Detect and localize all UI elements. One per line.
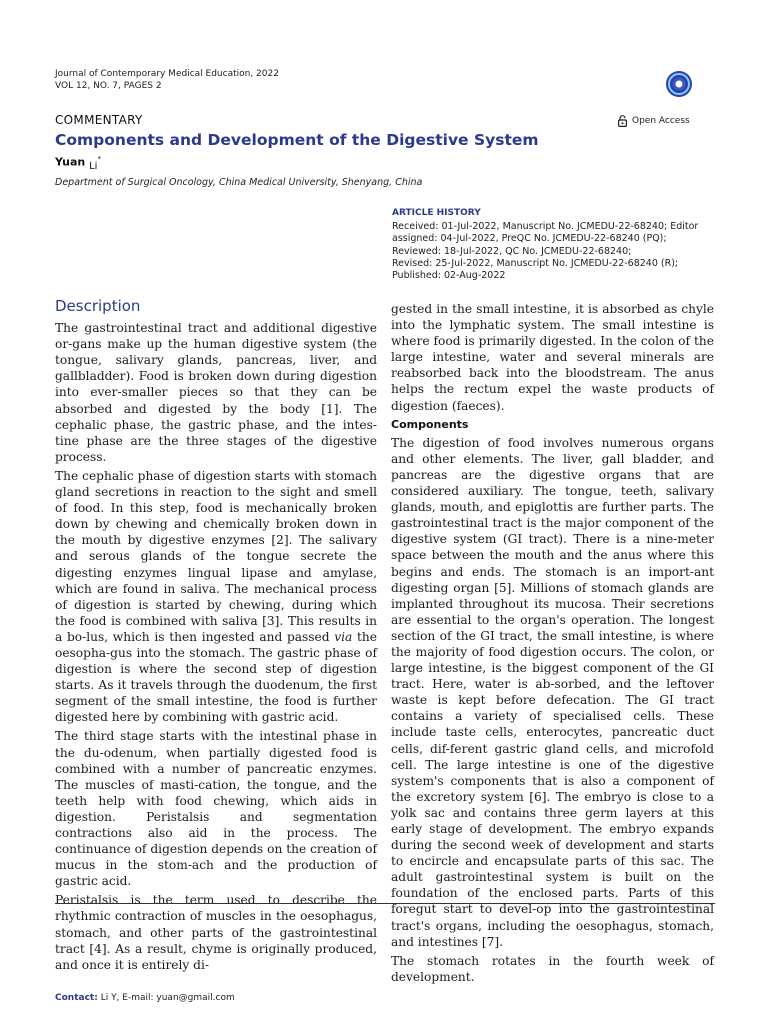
paragraph: The gastrointestinal tract and additional digestive or-gans make up the human digestive system (the tongue, salivary glands, pancreas, liver, and gallbladder). Food is broken down during digestion into ever-smaller pieces so that they can be absorbed and digested by the body [1]. The cephalic phase, the gastric phase, and the intes-tine phase are the three stages of the digestive process. [55, 321, 377, 464]
contact-text: Li Y, E-mail: yuan@gmail.com [100, 993, 235, 1003]
paragraph: gested in the small intestine, it is absorbed as chyle into the lymphatic system. The small intestine is where food is primarily digested. In the colon of the large intestine, water and several minerals are reabsorbed back into the bloodstream. The anus helps the rectum expel the waste products of digestion (faeces). [391, 302, 714, 413]
left-column [55, 298, 377, 976]
article-type: COMMENTARY [55, 113, 143, 127]
contact-footer [55, 993, 235, 1003]
author-line [55, 155, 101, 172]
journal-volume: VOL 12, NO. 7, PAGES 2 [55, 81, 162, 91]
paragraph: The third stage starts with the intestinal phase in the du-odenum, when partially digested food is combined with a number of pancreatic enzymes. The muscles of masti-cation, the tongue, and the teeth help with food chewing, which aids in digestion. Peristalsis and segmentation contractions also aid in the process. The continuance of digestion depends on the creation of mucus in the stom-ach and the production of gastric acid. [55, 729, 377, 889]
article-title: Components and Development of the Digestive System [55, 131, 539, 149]
journal-citation [55, 68, 279, 92]
paragraph: Peristalsis is the term used to describe the rhythmic contraction of muscles in the oesophagus, stomach, and other parts of the gastrointestinal tract [4]. As a result, chyme is originally produced, and once it is entirely di- [55, 893, 377, 972]
affiliation: Department of Surgical Oncology, China Medical University, Shenyang, China [55, 177, 423, 188]
paragraph: The digestion of food involves numerous organs and other elements. The liver, gall bladder, and pancreas are the digestive organs that are considered auxiliary. The tongue, teeth, salivary glands, mouth, and epiglottis are further parts. The gastrointestinal tract is the major component of the digestive system (GI tract). There is a nine-meter space between the mouth and the anus where this begins and ends. The stomach is an import-ant digesting organ [5]. Millions of stomach glands are implanted throughout its mucosa. Their secretions are essential to the organ's operation. The longest section of the GI tract, the small intestine, is where the majority of food digestion occurs. The colon, or large intestine, is the biggest component of the GI tract. Here, water is ab-sorbed, and the leftover waste is kept before defecation. The GI tract contains a variety of specialised cells. These include taste cells, enterocytes, pancreatic duct cells, dif-ferent gastric gland cells, and microfold cell. The large intestine is one of the digestive system's components that is also a component of the excretory system [6]. The embryo is close to a yolk sac and contains three germ layers at this early stage of development. The embryo expands during the second week of development and starts to encircle and encapsulate parts of this sac. The adult gastrointestinal system is built on the foundation of the enclosed parts. Parts of this foregut start to devel-op into the gastrointestinal tract's organs, including the oesophagus, stomach, and intestines [7]. [391, 435, 714, 949]
paragraph: The stomach rotates in the fourth week of development. [391, 953, 714, 984]
horizontal-rule [55, 903, 715, 904]
history-line: Revised: 25-Jul-2022, Manuscript No. JCMEDU-22-68240 (R); [392, 257, 679, 269]
publisher-logo-icon [665, 70, 693, 98]
open-access-label: Open Access [632, 116, 690, 126]
right-column [391, 301, 714, 988]
description-heading: Description [55, 297, 141, 315]
history-line: Reviewed: 18-Jul-2022, QC No. JCMEDU-22-68240; [392, 245, 632, 257]
author-first-name: Yuan [55, 155, 86, 169]
author-last-name: Li [89, 160, 98, 172]
history-line: Received: 01-Jul-2022, Manuscript No. JCMEDU-22-68240; Editor [392, 221, 699, 233]
contact-label: Contact: [55, 993, 98, 1003]
history-line: Published: 02-Aug-2022 [392, 270, 506, 282]
components-heading: Components [391, 417, 469, 431]
history-line: assigned: 04-Jul-2022, PreQC No. JCMEDU-22-68240 (PQ); [392, 233, 667, 245]
open-access-badge [618, 115, 690, 127]
open-lock-icon [618, 115, 627, 127]
corresponding-mark: * [97, 155, 101, 163]
journal-name: Journal of Contemporary Medical Education, 2022 [55, 69, 279, 79]
article-history-heading: ARTICLE HISTORY [392, 208, 481, 218]
article-history [392, 207, 722, 282]
paragraph: The cephalic phase of digestion starts with stomach gland secretions in reaction to the sight and smell of food. In this step, food is mechanically broken down by chewing and chemically broken down in the mouth by digestive enzymes [2]. The salivary and serous glands of the tongue secrete the digesting enzymes lingual lipase and amylase, which are found in saliva. The mechanical process of digestion is started by chewing, during which the food is combined with saliva [3]. This results in a bo-lus, which is then ingested and passed via the oesopha-gus into the stomach. The gastric phase of digestion is where the second step of digestion starts. As it travels through the duodenum, the first segment of the small intestine, the food is further digested here by combining with gastric acid. [55, 468, 377, 725]
